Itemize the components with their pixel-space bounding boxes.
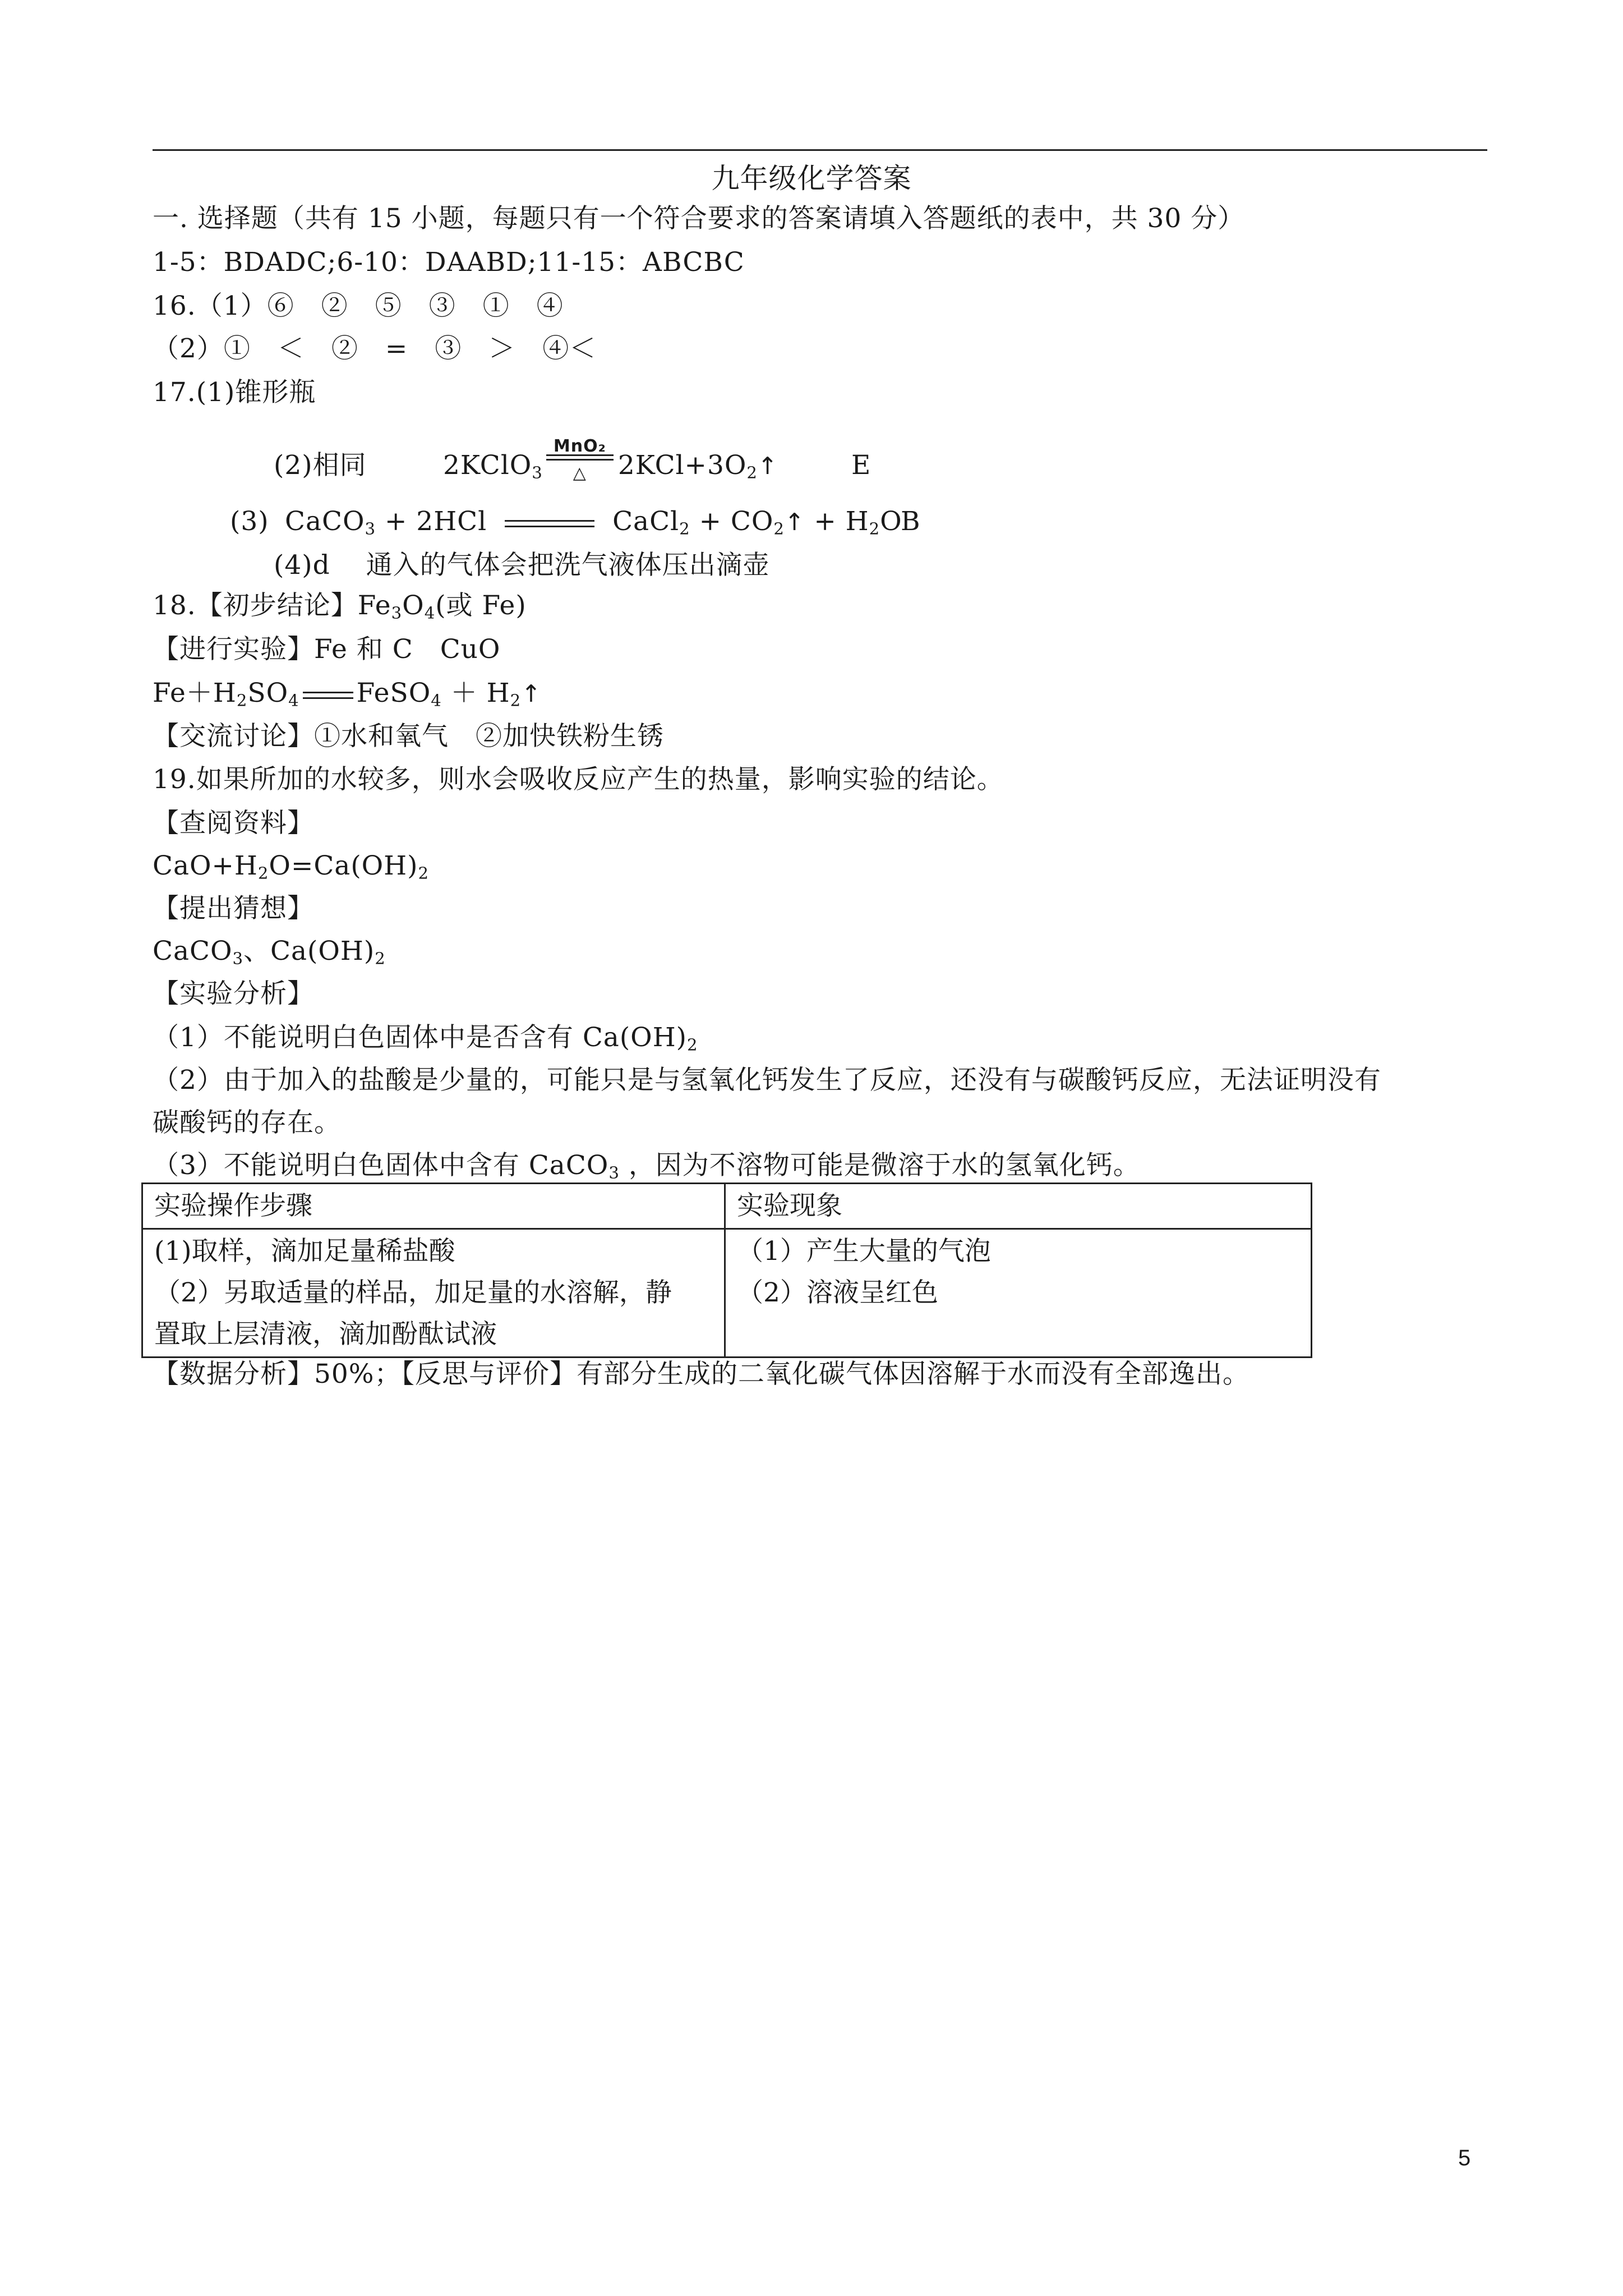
catalyst-label: MnO₂ [553, 436, 606, 456]
q19-lookup-heading: 【查阅资料】 [153, 808, 314, 839]
gas-arrow-icon: ↑ [784, 508, 805, 536]
page-number: 5 [1458, 2146, 1471, 2170]
q17-part2-equation: 2KClO$_3$ MnO₂ △ $2KCl+3O_2↑$ [443, 449, 778, 483]
q19-analysis-3: （3）不能说明白色固体中含有 CaCO$_3$ ，因为不溶物可能是微溶于水的氢氧化钙。 [153, 1150, 1140, 1182]
gas-arrow-icon: ↑ [757, 452, 778, 480]
q19-analysis-2a: （2）由于加入的盐酸是少量的，可能只是与氢氧化钙发生了反应，还没有与碳酸钙反应，无法证明没有 [153, 1065, 1381, 1096]
q17-part1: 17.(1)锥形瓶 [153, 377, 316, 408]
observation-item: （2）溶液呈红色 [737, 1277, 938, 1308]
q16-line1: 16.（1）⑥ ② ⑤ ③ ① ④ [153, 291, 564, 321]
q19-hypothesis-heading: 【提出猜想】 [153, 893, 314, 924]
q17-part2-answer: E [851, 450, 872, 481]
q19-analysis-2b: 碳酸钙的存在。 [153, 1107, 341, 1138]
data-analysis: 【数据分析】50%；【反思与评价】有部分生成的二氧化碳气体因溶解于水而没有全部逸出。 [153, 1359, 1249, 1389]
heat-symbol: △ [573, 463, 587, 483]
step-item: （2）另取适量的样品，加足量的水溶解，静 [154, 1277, 672, 1308]
table-row [142, 1229, 1312, 1358]
equals-bar [505, 520, 594, 527]
q19-hypothesis: CaCO$_3$、$Ca(OH)_2$ [153, 936, 386, 968]
eq-reactant: 2KClO [443, 450, 532, 481]
document-title: 九年级化学答案 [711, 162, 912, 195]
reaction-condition [546, 436, 614, 483]
q19-analysis-1: （1）不能说明白色固体中是否含有 $Ca(OH)_2$ [153, 1022, 698, 1055]
steps-cell [142, 1229, 725, 1358]
step-item: (1)取样，滴加足量稀盐酸 [154, 1236, 455, 1267]
table-header-cell: 实验现象 [725, 1184, 1312, 1229]
step-item: 置取上层清液，滴加酚酞试液 [154, 1319, 497, 1350]
q16-line2: （2）① ＜ ② = ③ ＞ ④＜ [153, 333, 597, 364]
gas-arrow-icon: ↑ [521, 680, 542, 707]
eq-product: 2KCl+3O [617, 450, 747, 481]
q17-part4: (4)d 通入的气体会把洗气液体压出滴壶 [274, 550, 770, 581]
observations-cell [725, 1229, 1312, 1358]
table-header-cell: 实验操作步骤 [142, 1184, 725, 1229]
q18-discussion: 【交流讨论】①水和氧气 ②加快铁粉生锈 [153, 721, 664, 752]
q17-part3-answer: B [901, 506, 921, 537]
q19-intro: 19.如果所加的水较多，则水会吸收反应产生的热量，影响实验的结论。 [153, 764, 1004, 795]
experiment-table [141, 1182, 1312, 1358]
q18-equation: $Fe+H_2SO_4$ FeSO$_4$ ＋ $H_2↑$ [153, 678, 542, 710]
q19-lookup-equation: $CaO+H_2O=Ca(OH)_2$ [153, 850, 430, 883]
section1-answers: 1-5：BDADC;6-10：DAABD;11-15：ABCBC [153, 247, 745, 278]
header-rule [153, 149, 1487, 151]
equals-bar [303, 692, 353, 699]
q19-analysis-heading: 【实验分析】 [153, 978, 314, 1009]
q17-part3-label: (3) [230, 506, 269, 537]
observation-item: （1）产生大量的气泡 [737, 1236, 991, 1267]
q18-experiment: 【进行实验】Fe 和 C CuO [153, 634, 501, 665]
q17-part3-equation: CaCO$_3$ + 2HCl CaCl$_2$ + $CO_2↑ + H_2O$ [285, 506, 902, 539]
q17-part2-label: (2)相同 [274, 450, 367, 481]
table-header-row [142, 1184, 1312, 1229]
section1-heading: 一. 选择题（共有 15 小题，每题只有一个符合要求的答案请填入答题纸的表中，共 30 分） [153, 203, 1245, 234]
q18-conclusion: 18.【初步结论】$Fe_3O_4$(或 Fe) [153, 590, 527, 623]
